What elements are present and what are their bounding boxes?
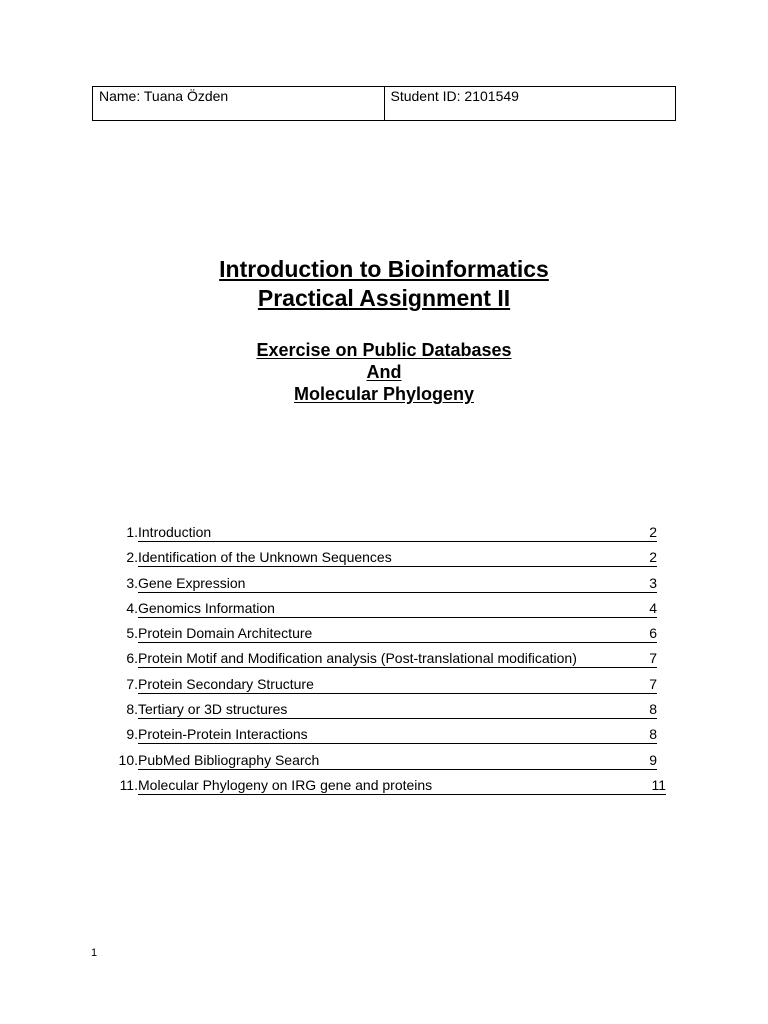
toc-number: 3. xyxy=(126,574,138,591)
toc-page: 8 xyxy=(649,726,657,743)
toc-link-gene-expression[interactable] xyxy=(138,575,657,593)
subtitle-line-3: Molecular Phylogeny xyxy=(293,384,475,404)
toc-label: Protein-Protein Interactions xyxy=(138,726,308,743)
student-info-table xyxy=(92,86,676,121)
toc-link-pubmed[interactable] xyxy=(138,752,657,770)
toc-item-protein-interactions xyxy=(111,726,671,751)
toc-item-3d-structures xyxy=(111,701,671,726)
toc-number: 8. xyxy=(126,701,138,718)
toc-link-motif-modification[interactable] xyxy=(138,650,657,668)
student-id: Student ID: 2101549 xyxy=(384,87,676,120)
student-name: Name: Tuana Özden xyxy=(99,88,229,104)
page-number: 1 xyxy=(91,947,98,959)
toc-link-genomics[interactable] xyxy=(138,600,657,618)
toc-number: 2. xyxy=(126,549,138,566)
toc-label: Identification of the Unknown Sequences xyxy=(138,549,392,566)
toc-page: 7 xyxy=(649,650,657,667)
toc-link-3d-structures[interactable] xyxy=(138,701,657,719)
toc-link-domain-architecture[interactable] xyxy=(138,625,657,643)
toc-page: 9 xyxy=(649,751,657,768)
title-line-2: Practical Assignment II xyxy=(257,285,511,311)
title-line-1: Introduction to Bioinformatics xyxy=(219,256,549,282)
toc-link-phylogeny[interactable] xyxy=(138,777,666,795)
toc-page: 4 xyxy=(649,599,657,616)
table-of-contents xyxy=(111,524,671,802)
toc-item-introduction xyxy=(111,524,671,549)
toc-link-protein-interactions[interactable] xyxy=(138,726,657,744)
toc-link-secondary-structure[interactable] xyxy=(138,676,657,694)
toc-number: 11. xyxy=(119,776,138,793)
toc-label: Genomics Information xyxy=(138,599,275,616)
toc-page: 11 xyxy=(651,776,666,793)
toc-label: PubMed Bibliography Search xyxy=(138,751,320,768)
toc-item-motif-modification xyxy=(111,650,671,675)
toc-page: 3 xyxy=(649,574,657,591)
toc-page: 2 xyxy=(649,549,657,566)
subtitle-line-1: Exercise on Public Databases xyxy=(256,340,512,360)
document-subtitle xyxy=(0,339,768,405)
toc-link-introduction[interactable] xyxy=(138,524,657,542)
toc-item-phylogeny xyxy=(111,777,671,802)
toc-number: 5. xyxy=(126,625,138,642)
toc-number: 4. xyxy=(126,599,138,616)
toc-label: Protein Motif and Modification analysis (Post-translational modification) xyxy=(138,650,577,667)
toc-item-pubmed xyxy=(111,752,671,777)
toc-label: Tertiary or 3D structures xyxy=(138,701,288,718)
toc-item-secondary-structure xyxy=(111,676,671,701)
toc-page: 8 xyxy=(649,701,657,718)
toc-label: Introduction xyxy=(138,524,212,540)
subtitle-line-2: And xyxy=(366,362,402,382)
toc-number: 9. xyxy=(126,726,138,743)
toc-label: Molecular Phylogeny on IRG gene and proteins xyxy=(138,776,433,793)
toc-number: 1. xyxy=(126,524,138,540)
toc-item-genomics xyxy=(111,600,671,625)
toc-page: 2 xyxy=(649,524,657,540)
toc-number: 7. xyxy=(126,675,138,692)
toc-page: 7 xyxy=(649,675,657,692)
toc-label: Protein Domain Architecture xyxy=(138,625,313,642)
toc-item-domain-architecture xyxy=(111,625,671,650)
toc-page: 6 xyxy=(649,625,657,642)
toc-item-identification xyxy=(111,549,671,574)
toc-label: Gene Expression xyxy=(138,574,246,591)
toc-link-identification[interactable] xyxy=(138,549,657,567)
toc-number: 10. xyxy=(118,751,138,768)
toc-item-gene-expression xyxy=(111,575,671,600)
document-title xyxy=(0,255,768,313)
toc-number: 6. xyxy=(126,650,138,667)
toc-label: Protein Secondary Structure xyxy=(138,675,314,692)
